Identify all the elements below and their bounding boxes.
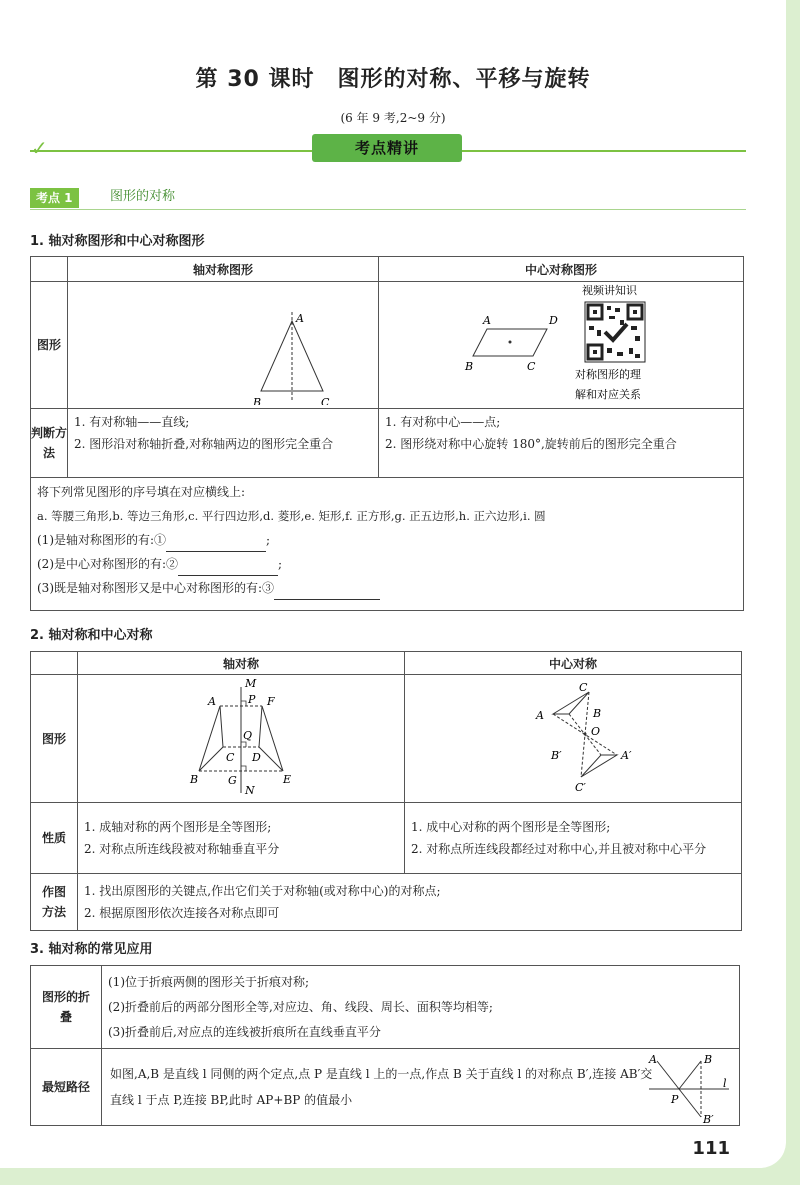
- label-C-prime: C′: [575, 781, 586, 794]
- axis-symmetry-figure-cell: [78, 675, 405, 803]
- label-B-prime: B′: [551, 749, 562, 762]
- label-N: N: [245, 784, 255, 797]
- exercise-items: a. 等腰三角形,b. 等边三角形,c. 平行四边形,d. 菱形,e. 矩形,f. 正方形,g. 正五边形,h. 正六边形,i. 圆: [37, 509, 546, 523]
- exercise-cell: [31, 478, 744, 611]
- point-title: 图形的对称: [110, 189, 176, 204]
- answer-blank-2[interactable]: [178, 561, 278, 576]
- property-center-2: 2. 对称点所连线段都经过对称中心,并且被对称中心平分: [411, 842, 707, 856]
- label-Q: Q: [243, 729, 253, 742]
- label-G: G: [228, 774, 237, 787]
- page-number: 111: [692, 1138, 730, 1159]
- shortest-text: 如图,A,B 是直线 l 同侧的两个定点,点 P 是直线 l 上的一点,作点 B 关于直线 l 的对称点 B′,连接 AB′交直线 l 于点 P,连接 BP,此时 AP+BP 的值最小: [110, 1067, 653, 1107]
- col-center-header: 中心对称图形: [379, 257, 744, 282]
- section2-heading: 2. 轴对称和中心对称: [30, 628, 153, 643]
- label-C: C: [579, 681, 588, 694]
- fold-3: (3)折叠前后,对应点的连线被折痕所在直线垂直平分: [108, 1024, 381, 1039]
- label-C: C: [527, 360, 536, 373]
- judge-axis-cell: [68, 409, 379, 478]
- method-1: 1. 找出原图形的关键点,作出它们关于对称轴(或对称中心)的对称点;: [84, 884, 441, 898]
- row-shortest-label: 最短路径: [31, 1049, 102, 1126]
- judge-center-2: 2. 图形绕对称中心旋转 180°,旋转前后的图形完全重合: [385, 437, 677, 451]
- label-F: F: [267, 695, 275, 708]
- table-applications: [30, 965, 740, 1126]
- axis-figure-cell: [68, 282, 379, 409]
- row-fold-label: 图形的折叠: [31, 966, 102, 1049]
- point-tag: 考点 1: [30, 188, 79, 208]
- fold-cell: [102, 966, 740, 1049]
- question-3-text: (3)既是轴对称图形又是中心对称图形的有:③: [37, 581, 275, 595]
- answer-blank-3[interactable]: [274, 585, 380, 600]
- row-figure-label: 图形: [31, 675, 78, 803]
- exercise-intro: 将下列常见图形的序号填在对应横线上:: [37, 485, 246, 499]
- method-2: 2. 根据原图形依次连接各对称点即可: [84, 906, 280, 920]
- label-A: A: [296, 312, 304, 325]
- fold-1: (1)位于折痕两侧的图形关于折痕对称;: [108, 974, 310, 989]
- question-3: [37, 576, 737, 600]
- isosceles-triangle-figure: [68, 282, 378, 405]
- table-symmetric-figures: [30, 256, 744, 611]
- label-D: D: [549, 314, 558, 327]
- row-judge-label: [31, 409, 68, 478]
- table-symmetry: [30, 651, 742, 931]
- shortest-cell: [102, 1049, 740, 1126]
- judge-center-cell: [379, 409, 744, 478]
- col-axis-header: 轴对称图形: [68, 257, 379, 282]
- section-banner: 考点精讲: [312, 134, 462, 162]
- label-B: B: [190, 773, 199, 786]
- row-judge-text: 判断方法: [31, 426, 68, 460]
- property-center-1: 1. 成中心对称的两个图形是全等图形;: [411, 820, 611, 834]
- page-subtitle: (6 年 9 考,2~9 分): [340, 111, 446, 125]
- page-title: 第 30 课时 图形的对称、平移与旋转: [195, 67, 591, 92]
- property-axis-1: 1. 成轴对称的两个图形是全等图形;: [84, 820, 272, 834]
- property-axis-2: 2. 对称点所连线段被对称轴垂直平分: [84, 842, 280, 856]
- check-icon: ✓: [31, 136, 48, 160]
- label-E: E: [283, 773, 292, 786]
- property-axis-cell: [78, 803, 405, 874]
- center-symmetry-figure-cell: [405, 675, 742, 803]
- question-1-text: (1)是轴对称图形的有:①: [37, 533, 167, 547]
- property-center-cell: [405, 803, 742, 874]
- label-l: l: [723, 1077, 727, 1090]
- judge-axis-1: 1. 有对称轴——直线;: [74, 415, 190, 429]
- label-P: P: [248, 693, 256, 706]
- row-property-label: 性质: [31, 803, 78, 874]
- label-C: C: [226, 751, 235, 764]
- answer-blank-1[interactable]: [166, 537, 266, 552]
- point-underline: [30, 209, 746, 210]
- label-M: M: [245, 677, 257, 690]
- question-1: [37, 528, 737, 552]
- axis-symmetry-figure: [78, 675, 404, 799]
- center-symmetry-figure: [405, 675, 741, 799]
- col-center-header: 中心对称: [405, 652, 742, 675]
- corner-cell: [31, 257, 68, 282]
- label-P: P: [671, 1093, 679, 1106]
- center-figure-cell: [379, 282, 744, 409]
- qr-code-icon[interactable]: [585, 302, 645, 362]
- qr-caption-2: 解和对应关系: [575, 388, 641, 401]
- fold-2: (2)折叠前后的两部分图形全等,对应边、角、线段、周长、面积等均相等;: [108, 999, 493, 1014]
- label-D: D: [252, 751, 261, 764]
- label-O: O: [591, 725, 601, 738]
- label-B: B: [465, 360, 474, 373]
- question-2-end: ;: [278, 557, 283, 571]
- qr-top-text: 视频讲知识: [582, 284, 637, 297]
- label-B: B: [704, 1053, 713, 1066]
- row-figure-label: 图形: [31, 282, 68, 409]
- question-2: [37, 552, 737, 576]
- question-2-text: (2)是中心对称图形的有:②: [37, 557, 179, 571]
- col-axis-header: 轴对称: [78, 652, 405, 675]
- label-A: A: [208, 695, 216, 708]
- label-C: C: [321, 396, 330, 405]
- label-B: B: [593, 707, 602, 720]
- qr-caption-1: 对称图形的理: [575, 368, 641, 381]
- shortest-path-figure: [643, 1051, 733, 1125]
- judge-axis-2: 2. 图形沿对称轴折叠,对称轴两边的图形完全重合: [74, 437, 334, 451]
- section3-heading: 3. 轴对称的常见应用: [30, 942, 153, 957]
- point-heading: [30, 186, 746, 210]
- parallelogram-figure: [379, 282, 743, 405]
- label-A: A: [536, 709, 544, 722]
- judge-center-1: 1. 有对称中心——点;: [385, 415, 501, 429]
- method-cell: [78, 874, 742, 931]
- label-B: B: [253, 396, 262, 405]
- question-1-end: ;: [266, 533, 271, 547]
- label-A-prime: A′: [621, 749, 632, 762]
- label-A: A: [649, 1053, 657, 1066]
- row-method-label: 作图方法: [31, 874, 78, 931]
- label-A: A: [483, 314, 491, 327]
- section1-heading: 1. 轴对称图形和中心对称图形: [30, 234, 205, 249]
- corner-cell: [31, 652, 78, 675]
- label-B-prime: B′: [703, 1113, 714, 1125]
